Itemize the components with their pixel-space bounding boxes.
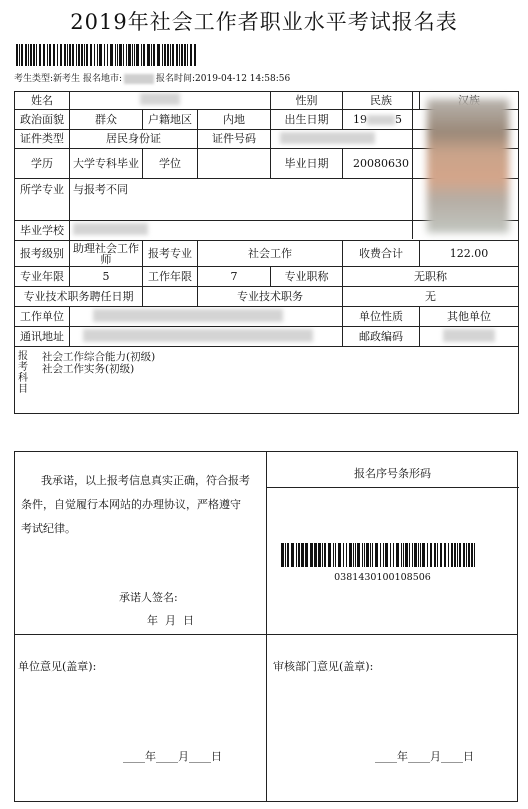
sign-label: 承诺人签名: [119, 591, 178, 604]
work-years-value: 7 [198, 267, 271, 287]
level-label: 报考级别 [15, 241, 70, 267]
fee-label: 收费合计 [343, 241, 420, 267]
education-label: 学历 [15, 149, 70, 179]
degree-label: 学位 [143, 149, 198, 179]
major-label: 所学专业 [15, 179, 70, 221]
top-barcode [16, 44, 198, 66]
years-label: 专业年限 [15, 267, 70, 287]
ethnic-label: 民族 [343, 92, 420, 110]
location-redacted [124, 74, 154, 84]
address-value [70, 327, 343, 347]
gender-label: 性别 [271, 92, 343, 110]
subject-2: 社会工作实务(初级) [42, 363, 135, 375]
review-opinion-date: ____年____月____日 [375, 750, 474, 763]
exam-major-label: 报考专业 [143, 241, 198, 267]
school-label: 毕业学校 [15, 221, 70, 241]
meta-line [14, 71, 290, 84]
region-label: 户籍地区 [143, 110, 198, 130]
title-label: 专业职称 [271, 267, 343, 287]
postcode-label: 邮政编码 [343, 327, 420, 347]
political-value: 群众 [70, 110, 143, 130]
work-years-label: 工作年限 [143, 267, 198, 287]
duty-label: 专业技术职务 [198, 287, 343, 307]
pledge-text [21, 469, 261, 541]
unit-opinion-label: 单位意见(盖章): [18, 660, 97, 673]
applicant-photo [412, 91, 519, 239]
name-value [70, 92, 271, 110]
grad-date-label: 毕业日期 [271, 149, 343, 179]
birth-value: 19 5 [343, 110, 519, 130]
review-opinion-label: 审核部门意见(盖章): [273, 660, 374, 673]
employer-label: 工作单位 [15, 307, 70, 327]
exam-major-value: 社会工作 [198, 241, 343, 267]
pledge-line-1: 我承诺，以上报考信息真实正确，符合报考 [41, 474, 250, 487]
duty-value: 无 [343, 287, 519, 307]
exam-type-label: 考生类型: [14, 74, 54, 84]
id-no-label: 证件号码 [198, 130, 271, 149]
time-label: 报名时间: [155, 74, 196, 84]
fee-value: 122.00 [420, 241, 519, 267]
hire-date-label: 专业技术职务聘任日期 [15, 287, 143, 307]
sign-date: 年 月 日 [147, 614, 194, 627]
region-value: 内地 [198, 110, 271, 130]
years-value: 5 [70, 267, 143, 287]
address-label: 通讯地址 [15, 327, 70, 347]
education-value: 大学专科毕业 [70, 149, 143, 179]
grad-date-value: 20080630 [343, 149, 519, 179]
degree-value [198, 149, 271, 179]
barcode-label: 报名序号条形码 [354, 467, 431, 480]
exam-type-value: 新考生 [53, 74, 81, 84]
pledge-line-2: 条件，自觉履行本网站的办理协议，严格遵守 [21, 498, 241, 511]
subjects-cell [15, 347, 519, 414]
bottom-section [14, 451, 518, 802]
registration-number: 0381430100108506 [334, 572, 431, 583]
subject-1: 社会工作综合能力(初级) [42, 351, 156, 363]
political-label: 政治面貌 [15, 110, 70, 130]
hire-date-value [143, 287, 198, 307]
location-label: 报名地市: [82, 74, 122, 84]
time-value: 2019-04-12 14:58:56 [195, 74, 291, 84]
name-label: 姓名 [15, 92, 70, 110]
employer-value [70, 307, 343, 327]
id-type-label: 证件类型 [15, 130, 70, 149]
employer-type-label: 单位性质 [343, 307, 420, 327]
postcode-value [420, 327, 519, 347]
title-value: 无职称 [343, 267, 519, 287]
id-type-value: 居民身份证 [70, 130, 198, 149]
major-value: 与报考不同 [70, 179, 519, 221]
barcode-divider [266, 487, 519, 488]
employer-type-value: 其他单位 [420, 307, 519, 327]
form-title: 2019年社会工作者职业水平考试报名表 [70, 10, 458, 34]
pledge-line-3: 考试纪律。 [21, 522, 76, 535]
unit-opinion-date: ____年____月____日 [123, 750, 222, 763]
subjects-label: 报考科目 [18, 351, 28, 395]
level-value: 助理社会工作师 [70, 241, 143, 267]
registration-barcode [281, 543, 477, 567]
birth-label: 出生日期 [271, 110, 343, 130]
